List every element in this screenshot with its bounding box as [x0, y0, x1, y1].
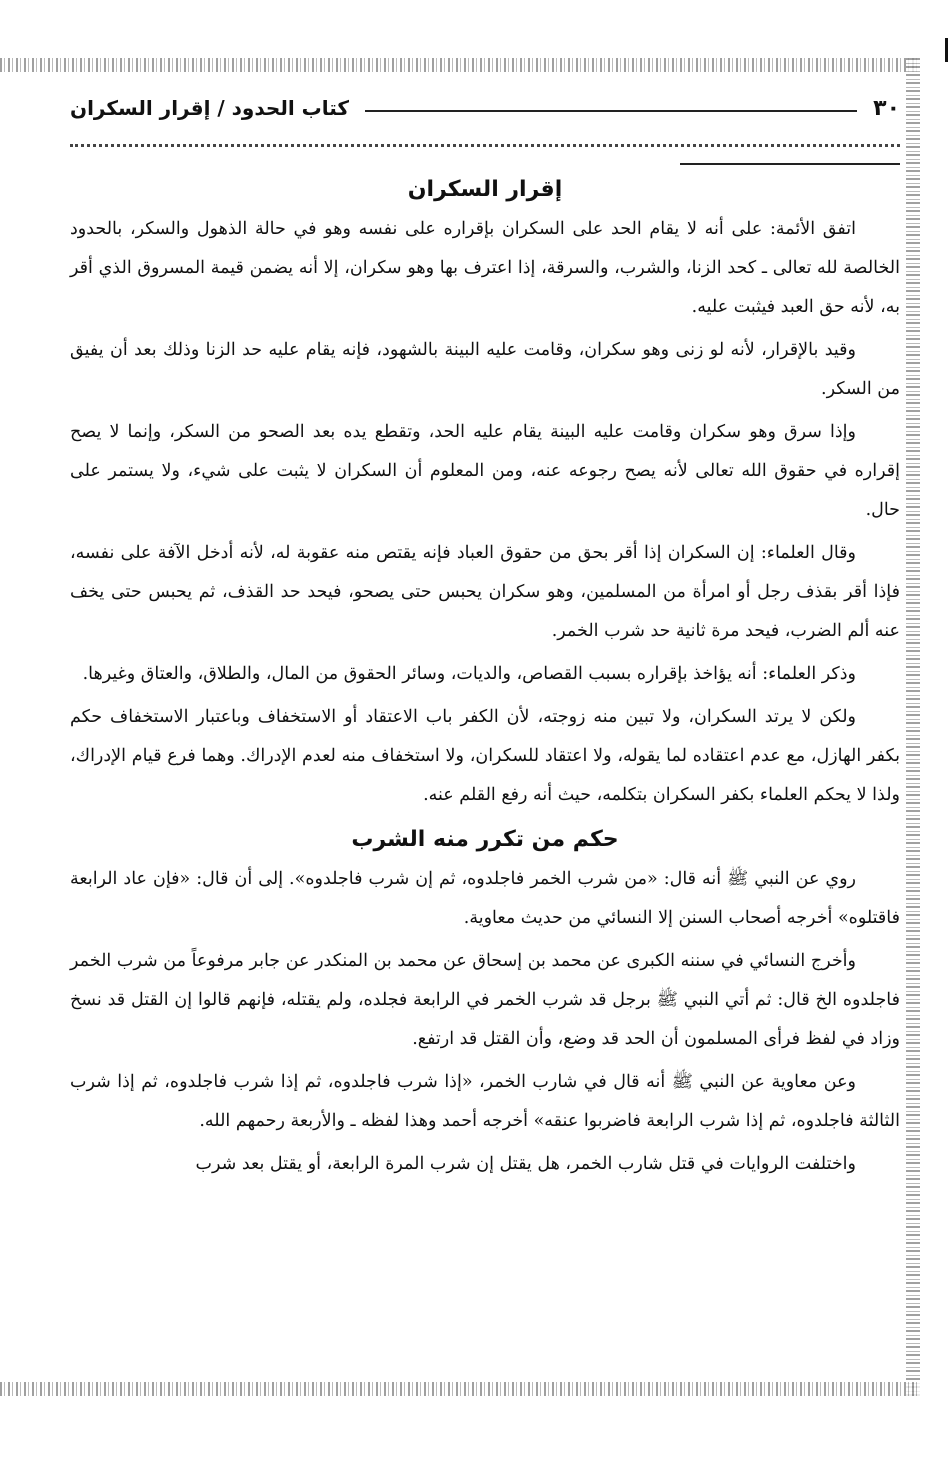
paragraph: وذكر العلماء: أنه يؤاخذ بإقراره بسبب القصاص، والديات، وسائر الحقوق من المال، والطلاق، والعتاق وغيرها. — [82, 664, 856, 684]
ornamental-border-right — [906, 58, 920, 1396]
section-title: إقرار السكران — [407, 177, 563, 202]
paragraph: وقيد بالإقرار، لأنه لو زنى وهو سكران، وقامت عليه البينة بالشهود، فإنه يقام عليه حد الزنا وذلك بعد أن يفيق من السكر. — [70, 340, 900, 399]
paragraph: وإذا سرق وهو سكران وقامت عليه البينة يقام عليه الحد، وتقطع يده بعد الصحو من السكر، وإنما لا يصح إقراره في حقوق الله تعالى لأنه يصح رجوعه عنه، ومن المعلوم أن السكران لا يثبت على شيء، ولا يستمر على حال. — [70, 422, 900, 520]
dotted-rule — [70, 134, 900, 147]
paragraph: اتفق الأئمة: على أنه لا يقام الحد على السكران بإقراره على نفسه وهو في حالة الذهول والسكر، بالحدود الخالصة لله تعالى ـ كحد الزنا، والشرب، والسرقة، إذا اعترف بها وهو سكران، إلا أنه يضمن قيمة المسروق الذي أقر به، لأنه حق العبد فيثبت عليه. — [70, 219, 900, 317]
page-number: ٣٠ — [873, 95, 900, 121]
ornamental-border-bottom — [0, 1382, 920, 1396]
running-title: كتاب الحدود / إقرار السكران — [70, 96, 350, 120]
paragraph: ولكن لا يرتد السكران، ولا تبين منه زوجته، لأن الكفر باب الاعتقاد أو الاستخفاف وباعتبار الاستخفاف حكم بكفر الهازل، مع عدم اعتقاده لما يقوله، ولا اعتقاد للسكران، ولا استخفاف منه لعدم الإدراك. وهما فرع قيام الإدراك، ولذا لا يحكم العلماء بكفر السكران بتكلمه، حيث أنه رفع القلم عنه. — [70, 707, 900, 805]
paragraph: وقال العلماء: إن السكران إذا أقر بحق من حقوق العباد فإنه يقتص منه عقوبة له، لأنه أدخل الآفة على نفسه، فإذا أقر بقذف رجل أو امرأة من المسلمين، وهو سكران يحبس حتى يصحو، فيحد حد القذف، ثم يحبس حتى يخف عنه ألم الضرب، فيحد مرة ثانية حد شرب الخمر. — [70, 543, 900, 641]
paragraph: وعن معاوية عن النبي ﷺ أنه قال في شارب الخمر، «إذا شرب فاجلدوه، ثم إذا شرب فاجلدوه، ثم إذا شرب الثالثة فاجلدوه، ثم إذا شرب الرابعة فاضربوا عنقه» أخرجه أحمد وهذا لفظه ـ والأربعة رحمهم الله. — [70, 1072, 900, 1131]
paragraph: وأخرج النسائي في سننه الكبرى عن محمد بن إسحاق عن محمد بن المنكدر عن جابر مرفوعاً من شرب الخمر فاجلدوه الخ قال: ثم أتي النبي ﷺ برجل قد شرب الخمر في الرابعة فجلده، ولم يقتله، فإنهم قالوا إن القتل قد نسخ وزاد في لفظ فرأى المسلمون أن الحد قد وضع، وأن القتل قد ارتفع. — [70, 951, 900, 1049]
ornamental-border-top — [0, 58, 920, 72]
book-page — [70, 88, 900, 1378]
short-rule — [680, 163, 900, 165]
section-iqrar — [70, 177, 900, 815]
paragraph: واختلفت الروايات في قتل شارب الخمر، هل يقتل إن شرب المرة الرابعة، أو يقتل بعد شرب — [195, 1154, 856, 1174]
section-repeat-drinking — [70, 827, 900, 1184]
paragraph: روي عن النبي ﷺ أنه قال: «من شرب الخمر فاجلدوه، ثم إن شرب فاجلدوه». إلى أن قال: «فإن عاد الرابعة فاقتلوه» أخرجه أصحاب السنن إلا النسائي من حديث معاوية. — [70, 869, 900, 928]
section-title: حكم من تكرر منه الشرب — [351, 827, 619, 852]
running-head — [70, 88, 900, 128]
header-rule — [365, 110, 857, 112]
page-edge-mark — [945, 38, 948, 62]
